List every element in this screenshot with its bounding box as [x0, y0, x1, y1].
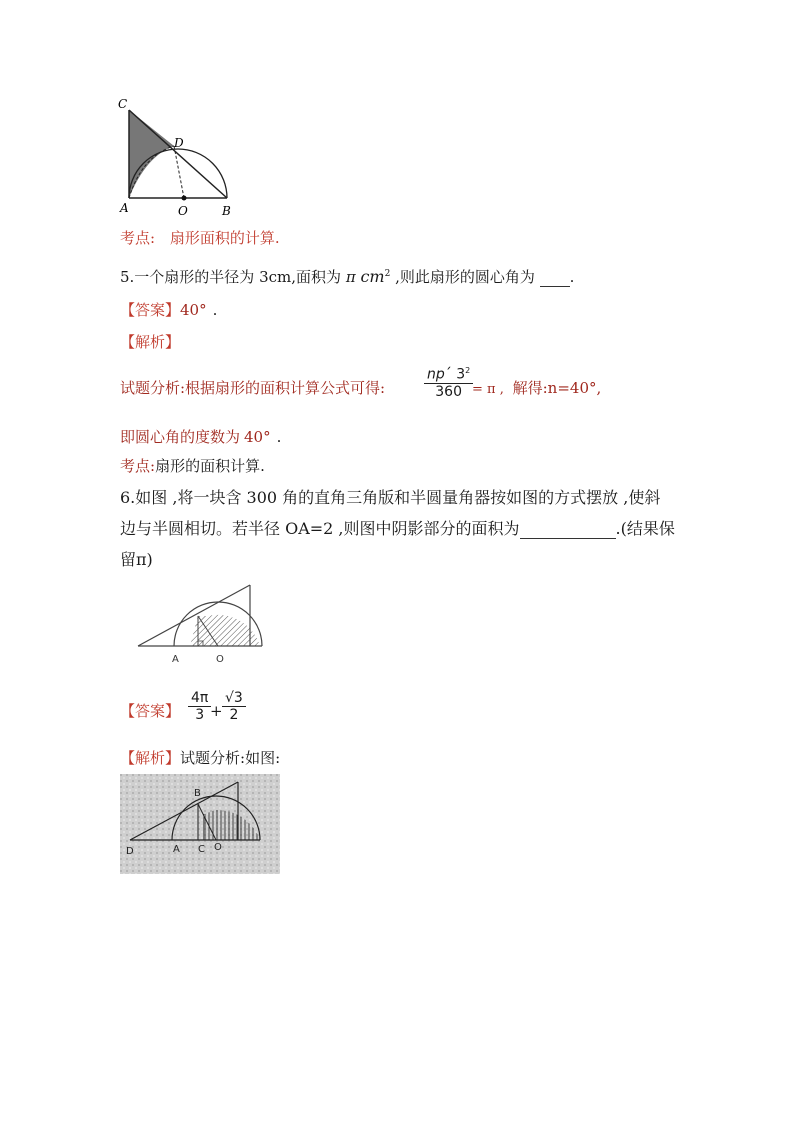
analysis-6: 【解析】试题分析:如图:	[120, 749, 281, 767]
fig3-label-c: C	[198, 844, 205, 855]
q5-unit: cm	[360, 267, 385, 286]
answer-6-label: 【答案】	[120, 702, 181, 720]
analysis-5-description: 试题分析:根据扇形的面积计算公式可得:	[120, 379, 386, 397]
shaded-region	[129, 110, 174, 198]
label-b: B	[222, 204, 231, 218]
figure-solution-diagram	[120, 774, 280, 874]
kaodian-1	[120, 228, 280, 248]
label-o: O	[178, 204, 188, 218]
kaodian-2: 考点:扇形的面积计算.	[120, 457, 265, 475]
analysis-5-fraction: $\frac{np´ 3^2}{360}$	[424, 366, 473, 400]
fig3-label-b: B	[194, 788, 201, 799]
analysis-5-result: = π , 解得:n=40°,	[472, 379, 602, 397]
fig2-label-a: A	[172, 654, 179, 665]
label-c: C	[118, 97, 128, 111]
conclusion-5: 即圆心角的度数为 40° .	[120, 428, 282, 446]
question-5	[120, 264, 574, 287]
q5-unit-sup: 2	[384, 269, 391, 279]
answer-6-fraction-2: $\frac{√3}{2}$	[222, 690, 246, 723]
analysis-5-label: 【解析】	[120, 333, 181, 351]
answer-5-label: 【答案】	[120, 301, 181, 319]
question-6-line-3: 留π)	[120, 550, 153, 569]
answer-6-fraction-1: $\frac{4\pi}{3}$	[188, 690, 211, 723]
q5-suffix: ,则此扇形的圆心角为	[395, 268, 535, 286]
q5-pi: π	[345, 268, 356, 286]
answer-5-end: .	[212, 301, 218, 319]
figure-sector-diagram	[112, 94, 242, 220]
q5-answer-blank	[540, 270, 570, 287]
analysis-5-text	[120, 378, 385, 398]
fig3-label-o: O	[214, 842, 222, 853]
fig3-label-a: A	[173, 844, 180, 855]
answer-6-plus: +	[210, 702, 223, 720]
kaodian-1-label: 考点:	[120, 229, 156, 247]
question-6-line-2: 边与半圆相切。若半径 OA=2 ,则图中阴影部分的面积为 .(结果保	[120, 519, 675, 538]
q5-end: .	[569, 268, 575, 286]
label-a: A	[120, 201, 129, 215]
answer-5-value: 40°	[180, 301, 207, 319]
q5-prefix: 5.一个扇形的半径为 3cm,面积为	[120, 268, 342, 286]
kaodian-1-text: 扇形面积的计算.	[169, 229, 280, 247]
figure-triangle-protractor	[130, 578, 270, 668]
q6-answer-blank	[520, 522, 616, 539]
label-d: D	[174, 136, 184, 150]
answer-5	[120, 300, 217, 320]
fig2-label-o: O	[216, 654, 224, 665]
fig3-label-d: D	[126, 846, 134, 857]
question-6-line-1: 6.如图 ,将一块含 300 角的直角三角版和半圆量角器按如图的方式摆放 ,使斜	[120, 488, 661, 507]
